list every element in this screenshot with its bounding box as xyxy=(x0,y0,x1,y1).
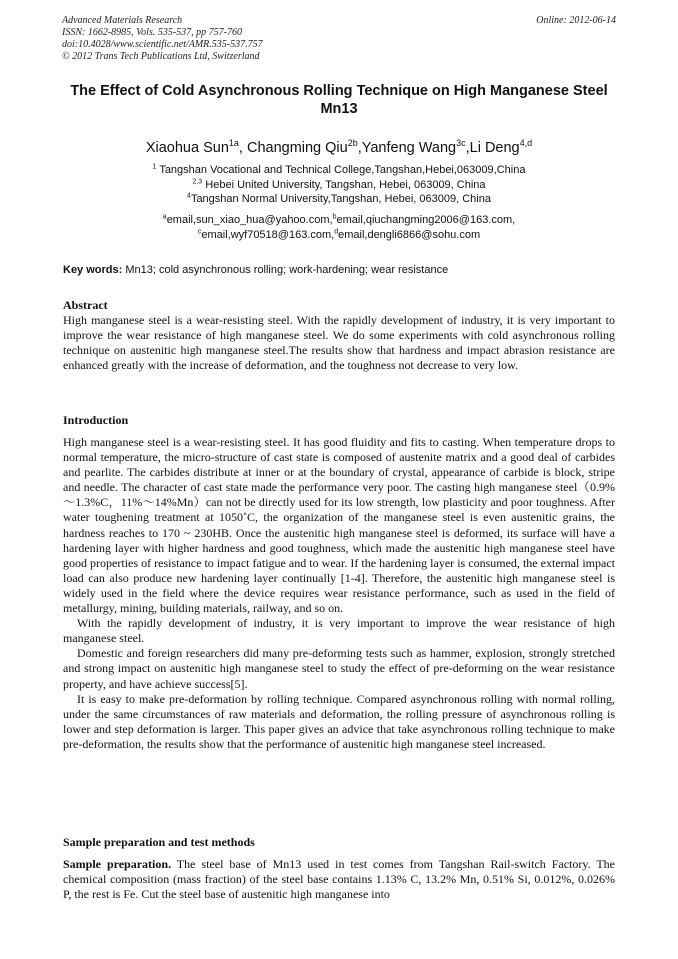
intro-paragraph: High manganese steel is a wear-resisting steel. It has good fluidity and fits to casting. When temperature drops to normal temperature, the micro-structure of cast state is composed of austenite matrix and a good deal of carbides and pearlite. The carbides distribute at inner or at the boundary of crystal, appearance of carbide is block, stripe and needle. The character of cast state made the performance very poor. The casting high manganese steel（0.9%～1.3%C，11%～14%Mn）can not be directly used for its low strength, low plasticity and poor toughness. After water toughening treatment at 1050˚C, the organization of the manganese steel is even austenitic grains, the hardness reaches to 170 ~ 230HB. Once the austenitic high manganese steel is deformed, its surface will have a hardening layer with higher hardness and good toughness, which made the austenitic high manganese steel have good properties of resistance to impact fatigue and to wear. If the hardening layer is consumed, the external impact load can also produce new hardening layer continually [1-4]. Therefore, the austenitic high manganese steel is widely used in the field where the device requires wear resistance performance, such as used in the field of metallurgy, mining, building materials, railway, and so on. xyxy=(63,435,615,616)
affiliation-superscript: 1 xyxy=(152,163,157,171)
methods-text: The steel base of Mn13 used in test comes from Tangshan Rail-switch Factory. The chemical composition (mass fraction) of the steel base contains 1.13% C, 13.2% Mn, 0.51% Si, 0.012%, 0.026% P, the rest is Fe. Cut the steel base of austenitic high manganese into xyxy=(63,857,615,902)
affiliation xyxy=(40,178,638,192)
methods-paragraph xyxy=(63,857,615,902)
copyright-line: © 2012 Trans Tech Publications Ltd, Switzerland xyxy=(62,51,260,62)
author-name: Li Deng xyxy=(469,140,520,156)
abstract-paragraph: High manganese steel is a wear-resisting steel. With the rapidly development of industry, it is very important to improve the wear resistance of high manganese steel. We do some experiments with cold asynchronous rolling technique on austenitic high manganese steel.The results show that hardness and impact abrasion resistance are enhanced greatly with the increase of deformation, and the toughness not decrease to very low. xyxy=(63,313,615,373)
online-date: Online: 2012-06-14 xyxy=(536,15,616,26)
email-superscript: d xyxy=(334,228,339,236)
author-superscript: 1a xyxy=(228,138,239,149)
affiliation xyxy=(40,192,638,206)
intro-paragraph: With the rapidly development of industry, it is very important to improve the wear resistance of high manganese steel. xyxy=(63,616,615,646)
doi-line: doi:10.4028/www.scientific.net/AMR.535-537.757 xyxy=(62,39,263,50)
journal-header xyxy=(62,15,263,63)
affiliation-text: Hebei United University, Tangshan, Hebei, 063009, China xyxy=(205,179,486,191)
intro-paragraph: It is easy to make pre-deformation by rolling technique. Compared asynchronous rolling with normal rolling, under the same circumstances of raw materials and deformation, the rolling pressure of asynchronous rolling is lower and step deformation is larger. This paper gives an advice that take asynchronous rolling technique to make pre-deformation, the results show that the performance of austenitic high manganese steel increased. xyxy=(63,691,615,751)
abstract-text xyxy=(63,313,615,373)
affiliation-text: Tangshan Normal University,Tangshan, Hebei, 063009, China xyxy=(190,193,491,205)
author-name: Yanfeng Wang xyxy=(361,140,457,156)
email-line xyxy=(40,228,638,243)
abstract-heading: Abstract xyxy=(63,298,108,312)
author-separator: , xyxy=(465,140,470,156)
affiliation-text: Tangshan Vocational and Technical College,Tangshan,Hebei,063009,China xyxy=(159,164,526,176)
author-superscript: 2b xyxy=(347,138,358,149)
author-superscript: 3c xyxy=(456,138,466,149)
author-list xyxy=(40,139,638,157)
email-superscript: a xyxy=(162,213,167,221)
email-address[interactable]: email,dengli6866@sohu.com xyxy=(338,229,481,241)
issn-line: ISSN: 1662-8985, Vols. 535-537, pp 757-760 xyxy=(62,27,242,38)
introduction-body xyxy=(63,435,615,752)
author-separator: , xyxy=(357,140,362,156)
email-line xyxy=(40,213,638,228)
keywords xyxy=(63,263,615,277)
email-superscript: b xyxy=(332,213,337,221)
email-address[interactable]: email,wyf70518@163.com, xyxy=(201,229,335,241)
author-separator: , xyxy=(238,140,247,156)
methods-subheading: Sample preparation. xyxy=(63,857,172,871)
methods-body xyxy=(63,857,615,902)
author-superscript: 4,d xyxy=(519,138,533,149)
email-superscript: c xyxy=(197,228,202,236)
affiliation-superscript: 4 xyxy=(187,192,191,200)
journal-name: Advanced Materials Research xyxy=(62,15,183,26)
introduction-heading: Introduction xyxy=(63,413,129,427)
keywords-label: Key words: xyxy=(63,264,123,276)
intro-paragraph: Domestic and foreign researchers did many pre-deforming tests such as hammer, explosion, strongly stretched and strong impact on austenitic high manganese steel to study the effect of pre-deforming on the wear resistance property, and have achieve success[5]. xyxy=(63,646,615,691)
paper-title: The Effect of Cold Asynchronous Rolling Technique on High Manganese Steel Mn13 xyxy=(70,83,608,117)
email-address[interactable]: email,qiuchangming2006@163.com, xyxy=(336,214,516,226)
affiliation xyxy=(40,163,638,177)
affiliation-superscript: 2,3 xyxy=(192,178,203,186)
author-name: Xiaohua Sun xyxy=(145,140,229,156)
email-address[interactable]: email,sun_xiao_hua@yahoo.com, xyxy=(166,214,333,226)
methods-heading: Sample preparation and test methods xyxy=(63,835,255,849)
author-name: Changming Qiu xyxy=(246,140,348,156)
keywords-text: Mn13; cold asynchronous rolling; work-hardening; wear resistance xyxy=(122,264,449,276)
